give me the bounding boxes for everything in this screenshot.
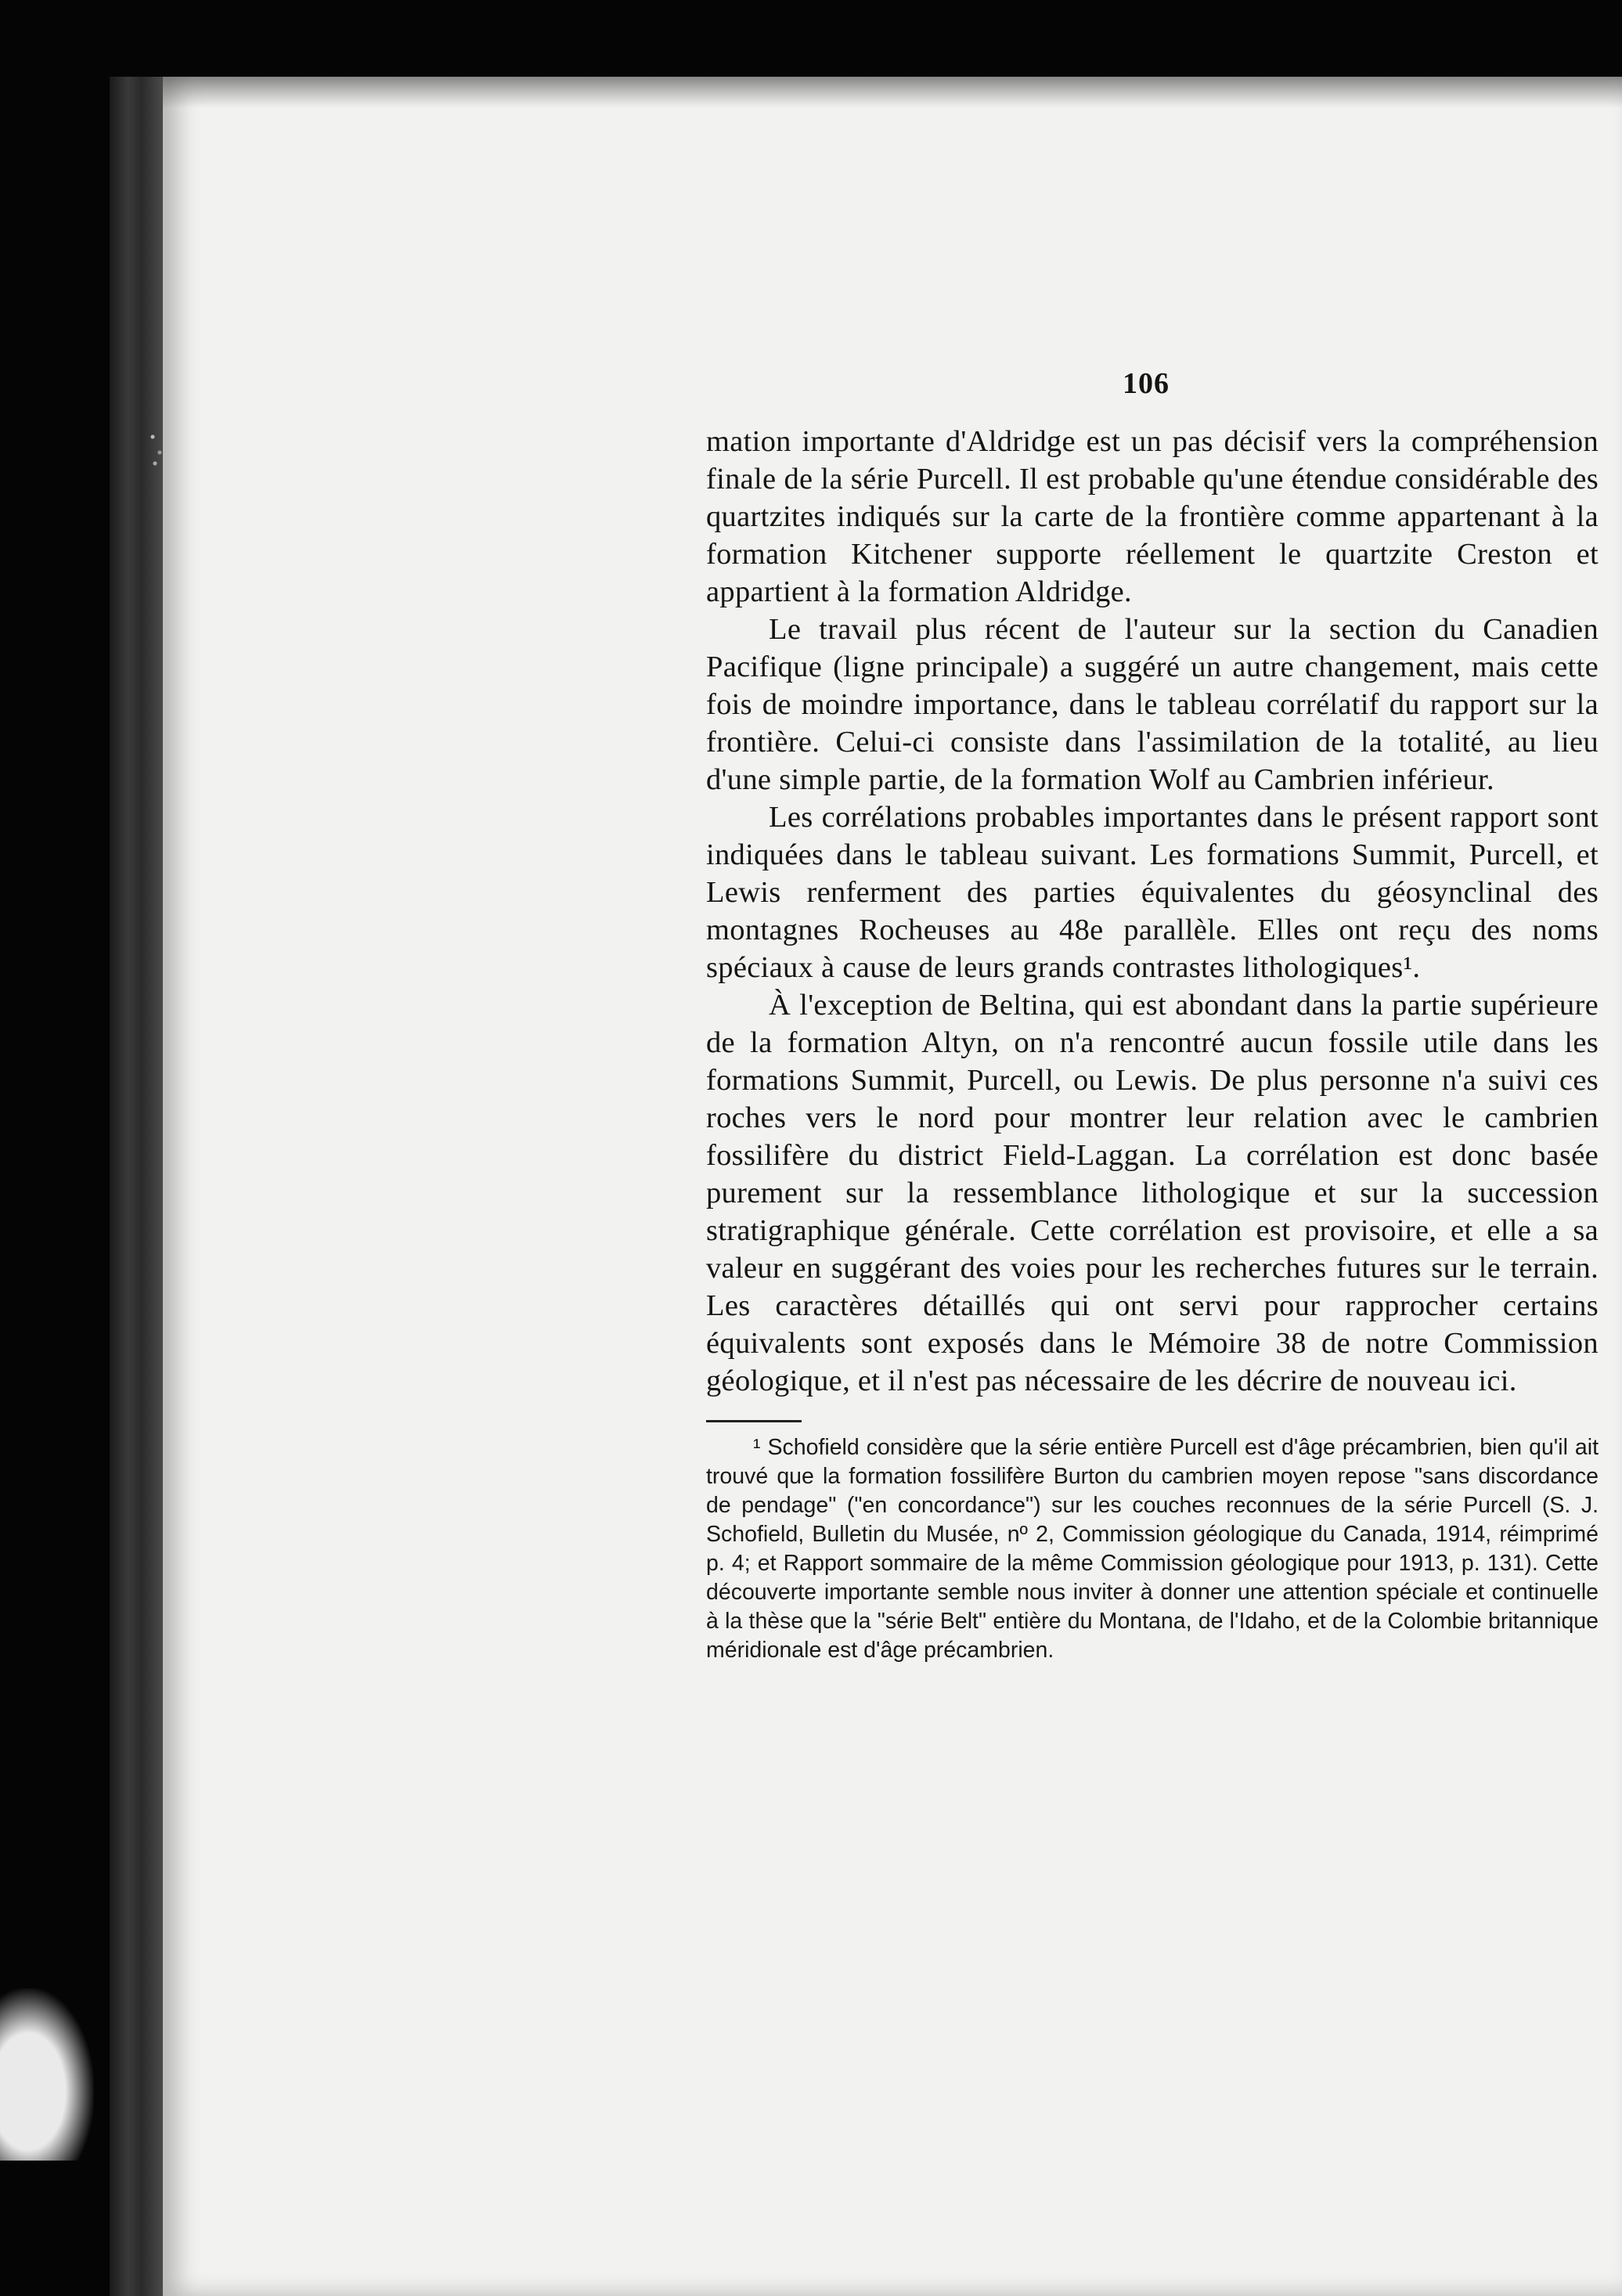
page-top-shadow [163, 77, 1622, 108]
body-text-column [706, 423, 1599, 1665]
page-number: 106 [1123, 367, 1170, 400]
scan-specks [149, 431, 164, 470]
scan-artifact [0, 1988, 94, 2161]
footnote-text: ¹ Schofield considère que la série entière Purcell est d'âge précambrien, bien qu'il ait trouvé que la formation fossilifère Burton du cambrien moyen repose "sans discordance de pendage" ("en concordance") sur les couches reconnues de la série Purcell (S. J. Schofield, Bulletin du Musée, nº 2, Commission géologique du Canada, 1914, réimprimé p. 4; et Rapport sommaire de la même Commission géologique pour 1913, p. 131). Cette découverte importante semble nous inviter à donner une attention spéciale et continuelle à la thèse que la "série Belt" entière du Montana, de l'Idaho, et de la Colombie britannique méridionale est d'âge précambrien. [706, 1435, 1599, 1663]
paragraph-beltina: À l'exception de Beltina, qui est abondant dans la partie supérieure de la formation Altyn, on n'a rencontré aucun fossile utile dans les formations Summit, Purcell, ou Lewis. De plus personne n'a suivi ces roches vers le nord pour montrer leur relation avec le cambrien fossilifère du district Field-Laggan. La corrélation est donc basée purement sur la ressemblance lithologique et sur la succession stratigraphique générale. Cette corrélation est provisoire, et elle a sa valeur en suggérant des voies pour les recherches futures sur le terrain. Les caractères détaillés qui ont servi pour rapprocher certains équivalents sont exposés dans le Mémoire 38 de notre Commission géologique, et il n'est pas nécessaire de les décrire de nouveau ici. [706, 989, 1599, 1397]
paragraph-correlations: Les corrélations probables importantes dans le présent rapport sont indiquées dans le tableau suivant. Les formations Summit, Purcell, et Lewis renferment des parties équivalentes du géosynclinal des montagnes Rocheuses au 48e parallèle. Elles ont reçu des noms spéciaux à cause de leurs grands contrastes lithologiques¹. [706, 801, 1599, 984]
paragraph-continuation: mation importante d'Aldridge est un pas décisif vers la compréhension finale de la série Purcell. Il est probable qu'une étendue considérable des quartzites indiqués sur la carte de la frontière comme appartenant à la formation Kitchener supporte réellement le quartzite Creston et appartient à la formation Aldridge. [706, 425, 1599, 608]
book-spine-shadow [110, 77, 163, 2296]
paragraph-canadien-pacifique: Le travail plus récent de l'auteur sur la section du Canadien Pacifique (ligne principale) a suggéré un autre changement, mais cette fois de moindre importance, dans le tableau corrélatif du rapport sur la frontière. Celui-ci consiste dans l'assimilation de la totalité, au lieu d'une simple partie, de la formation Wolf au Cambrien inférieur. [706, 613, 1599, 796]
footnote-separator [706, 1420, 802, 1422]
